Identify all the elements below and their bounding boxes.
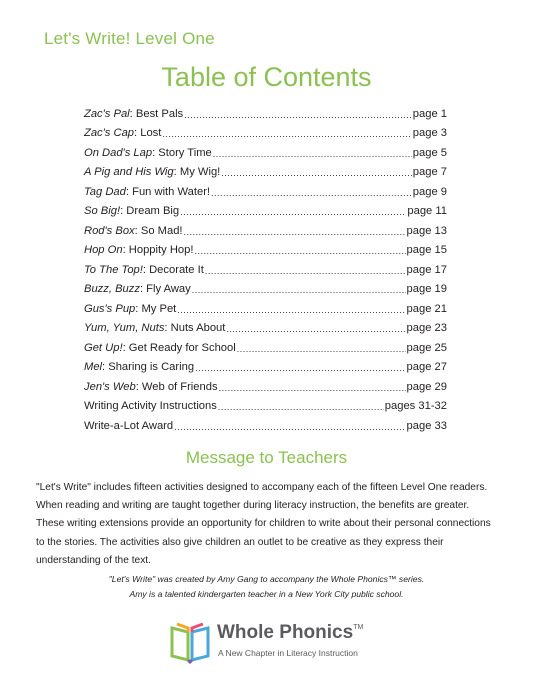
toc-entry-title: Gus's Pup [84, 302, 136, 315]
toc-entry-subtitle: : Hoppity Hop! [122, 244, 194, 256]
credit [0, 572, 533, 602]
toc-entry-page: page 21 [406, 302, 447, 315]
toc-entry-page: pages 31-32 [384, 400, 447, 412]
toc-entry [84, 355, 447, 375]
toc-entry [84, 413, 447, 433]
toc-entry-subtitle: : Get Ready for School [122, 341, 236, 354]
dot-leader [194, 245, 405, 257]
toc-entry-page: page 13 [406, 224, 447, 237]
trademark-mark: TM [353, 624, 364, 631]
toc-entry-title: Zac's Pal [84, 107, 130, 120]
toc-entry [84, 238, 447, 258]
dot-leader [177, 304, 405, 316]
dot-leader [221, 167, 412, 179]
toc-entry-subtitle: : Fly Away [139, 283, 191, 295]
dot-leader [180, 206, 406, 218]
toc-entry-subtitle: : Story Time [152, 146, 212, 159]
toc-entry [84, 296, 447, 316]
dot-leader [213, 148, 412, 160]
toc-entry-page: page 15 [406, 244, 447, 256]
toc-entry-title: Buzz, Buzz [84, 283, 140, 295]
toc-entry-subtitle: : Decorate It [142, 263, 204, 276]
toc-entry-page: page 29 [406, 380, 447, 393]
toc-heading: Table of Contents [161, 62, 372, 92]
toc-entry-page: page 25 [406, 341, 447, 354]
logo-name: Whole Phonics™ [217, 622, 364, 643]
toc-entry [84, 277, 447, 297]
open-book-icon [167, 618, 213, 664]
toc-entry [84, 140, 447, 160]
toc-entry [84, 374, 447, 394]
toc-entry-subtitle: : Web of Friends [135, 380, 218, 393]
toc-entry [84, 394, 447, 414]
series-title: Let's Write! Level One [44, 29, 215, 48]
toc-entry-title: Hop On [84, 244, 123, 256]
toc-entry-title: Get Up! [84, 341, 123, 354]
toc-entry [84, 179, 447, 199]
toc-entry-title: To The Top! [84, 263, 143, 276]
dot-leader [211, 187, 412, 199]
toc-entry-page: page 11 [407, 205, 447, 217]
toc-entry-title: Zac's Cap [84, 127, 135, 139]
toc-entry-subtitle: : Dream Big [120, 205, 180, 217]
toc-entry-subtitle: : Best Pals [129, 107, 184, 120]
toc-entry-page: page 19 [406, 283, 447, 295]
toc-entry [84, 121, 447, 141]
toc-entry-page: page 9 [412, 185, 447, 198]
toc-entry [84, 257, 447, 277]
dot-leader [195, 362, 405, 374]
toc-entry-title: Mel [84, 361, 103, 373]
dot-leader [184, 109, 412, 121]
toc-entry-subtitle: : Lost [134, 127, 162, 139]
credit-line: Amy is a talented kindergarten teacher in a New York City public school. [129, 589, 404, 599]
dot-leader [174, 421, 405, 433]
toc-entry-title: Yum, Yum, Nuts [84, 322, 165, 334]
dot-leader [205, 265, 406, 277]
dot-leader [184, 226, 406, 238]
dot-leader [226, 323, 405, 335]
table-of-contents [84, 101, 447, 433]
toc-entry [84, 160, 447, 180]
dot-leader [237, 343, 406, 355]
dot-leader [219, 382, 406, 394]
toc-entry-title: A Pig and His Wig [84, 166, 174, 178]
dot-leader [218, 401, 384, 413]
toc-entry-subtitle: : So Mad! [134, 224, 183, 237]
toc-entry-title: On Dad's Lap [84, 146, 153, 159]
toc-entry [84, 335, 447, 355]
credit-line: "Let's Write" was created by Amy Gang to accompany the Whole Phonics™ series. [108, 574, 425, 584]
toc-entry-title: Tag Dad [84, 185, 126, 198]
toc-entry-subtitle: Writing Activity Instructions [84, 400, 217, 412]
toc-entry-title: Jen's Web [84, 380, 136, 393]
toc-entry-page: page 1 [412, 107, 447, 120]
message-body: "Let's Write" includes fifteen activities designed to accompany each of the fifteen Level One readers. When reading and writing are taught together during literacy instruction, the benefits are greater. These writing extensions provide an opportunity for children to write about their personal connections to the stories. The activities also give children an outlet to be creative as they express their understanding of the text. [36, 482, 491, 566]
toc-entry-page: page 7 [412, 166, 447, 178]
toc-entry-page: page 3 [412, 127, 447, 139]
toc-entry-subtitle: : My Wig! [173, 166, 221, 178]
toc-entry-page: page 23 [406, 322, 447, 334]
toc-entry [84, 218, 447, 238]
whole-phonics-logo [167, 618, 377, 666]
toc-entry-page: page 5 [412, 146, 447, 159]
toc-entry [84, 316, 447, 336]
toc-entry-page: page 33 [406, 419, 447, 432]
dot-leader [162, 128, 411, 140]
toc-entry [84, 199, 447, 219]
toc-entry-subtitle: : Nuts About [164, 322, 226, 334]
toc-entry-page: page 27 [406, 361, 447, 373]
dot-leader [192, 284, 406, 296]
logo-tagline: A New Chapter in Literacy Instruction [218, 648, 358, 658]
toc-entry-subtitle: Write-a-Lot Award [84, 419, 174, 432]
toc-entry-page: page 17 [406, 263, 447, 276]
toc-entry [84, 101, 447, 121]
toc-entry-subtitle: : Sharing is Caring [102, 361, 195, 373]
toc-entry-subtitle: : Fun with Water! [125, 185, 211, 198]
message-heading: Message to Teachers [185, 448, 348, 467]
toc-entry-title: So Big! [84, 205, 121, 217]
toc-entry-title: Rod's Box [84, 224, 135, 237]
toc-entry-subtitle: : My Pet [135, 302, 177, 315]
